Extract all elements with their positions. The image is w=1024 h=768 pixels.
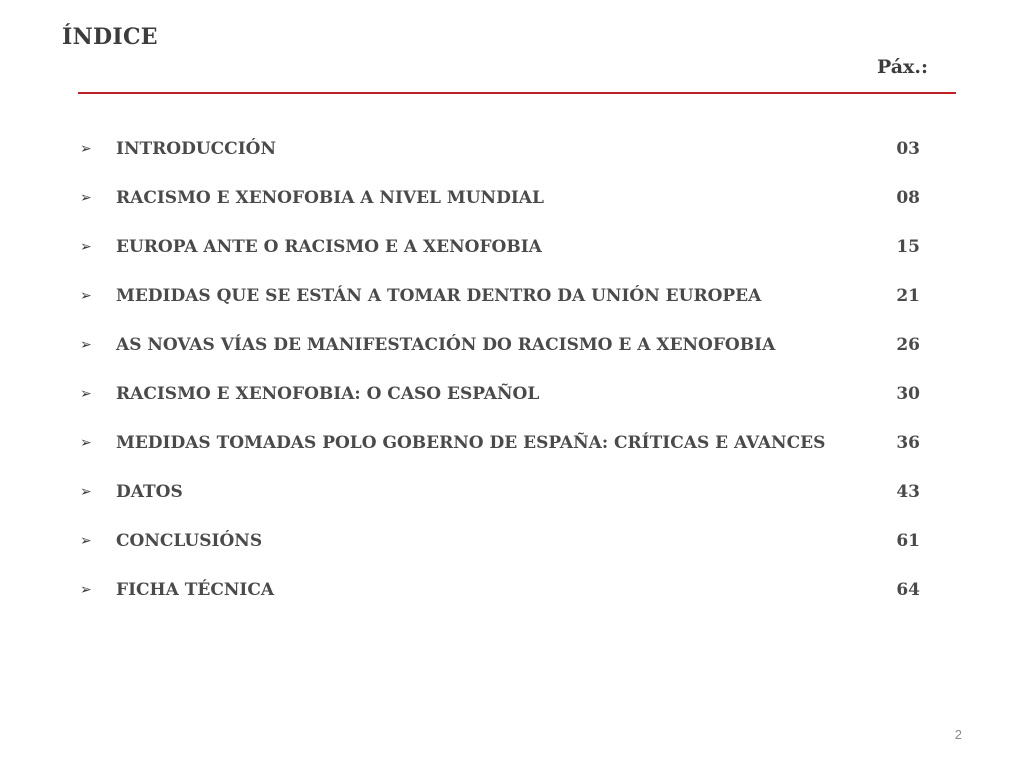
toc-entry-label: MEDIDAS TOMADAS POLO GOBERNO DE ESPAÑA: CRÍTICAS E AVANCES <box>116 432 826 453</box>
arrow-bullet-icon: ➢ <box>80 483 92 500</box>
toc-entry-label: AS NOVAS VÍAS DE MANIFESTACIÓN DO RACISMO E A XENOFOBIA <box>116 334 776 355</box>
arrow-bullet-icon: ➢ <box>80 434 92 451</box>
arrow-bullet-icon: ➢ <box>80 238 92 255</box>
toc-entry <box>80 271 920 320</box>
arrow-bullet-icon: ➢ <box>80 287 92 304</box>
toc-entry-page: 15 <box>896 236 920 257</box>
toc-entry-page: 64 <box>896 579 920 600</box>
toc-entry <box>80 369 920 418</box>
page-column-header: Páx.: <box>876 56 928 78</box>
title-divider <box>78 92 956 94</box>
toc-entry-label: DATOS <box>116 481 183 502</box>
slide-number: 2 <box>954 727 962 742</box>
toc-entry <box>80 124 920 173</box>
toc-entry-page: 21 <box>896 285 920 306</box>
toc-entry-label: FICHA TÉCNICA <box>116 579 275 600</box>
arrow-bullet-icon: ➢ <box>80 581 92 598</box>
toc-entry-label: EUROPA ANTE O RACISMO E A XENOFOBIA <box>116 236 542 257</box>
toc-entry-page: 36 <box>896 432 920 453</box>
arrow-bullet-icon: ➢ <box>80 532 92 549</box>
toc-entry-label: MEDIDAS QUE SE ESTÁN A TOMAR DENTRO DA UNIÓN EUROPEA <box>116 285 762 306</box>
arrow-bullet-icon: ➢ <box>80 189 92 206</box>
toc-entry-label: RACISMO E XENOFOBIA A NIVEL MUNDIAL <box>116 187 544 208</box>
toc-entry-page: 43 <box>896 481 920 502</box>
toc-entry-page: 30 <box>896 383 920 404</box>
toc-entry <box>80 516 920 565</box>
toc-entry <box>80 320 920 369</box>
toc-entry-page: 08 <box>896 187 920 208</box>
toc-entry <box>80 222 920 271</box>
toc-entry-label: INTRODUCCIÓN <box>116 138 277 159</box>
toc-entry-page: 61 <box>896 530 920 551</box>
toc-entry-page: 03 <box>896 138 920 159</box>
arrow-bullet-icon: ➢ <box>80 336 92 353</box>
toc-entry <box>80 418 920 467</box>
toc-entry <box>80 565 920 614</box>
toc-entry-page: 26 <box>896 334 920 355</box>
toc-entry-label: RACISMO E XENOFOBIA: O CASO ESPAÑOL <box>116 383 540 404</box>
arrow-bullet-icon: ➢ <box>80 140 92 157</box>
table-of-contents <box>80 124 920 614</box>
page-title: ÍNDICE <box>62 24 158 50</box>
toc-entry <box>80 173 920 222</box>
toc-entry <box>80 467 920 516</box>
arrow-bullet-icon: ➢ <box>80 385 92 402</box>
toc-entry-label: CONCLUSIÓNS <box>116 530 263 551</box>
